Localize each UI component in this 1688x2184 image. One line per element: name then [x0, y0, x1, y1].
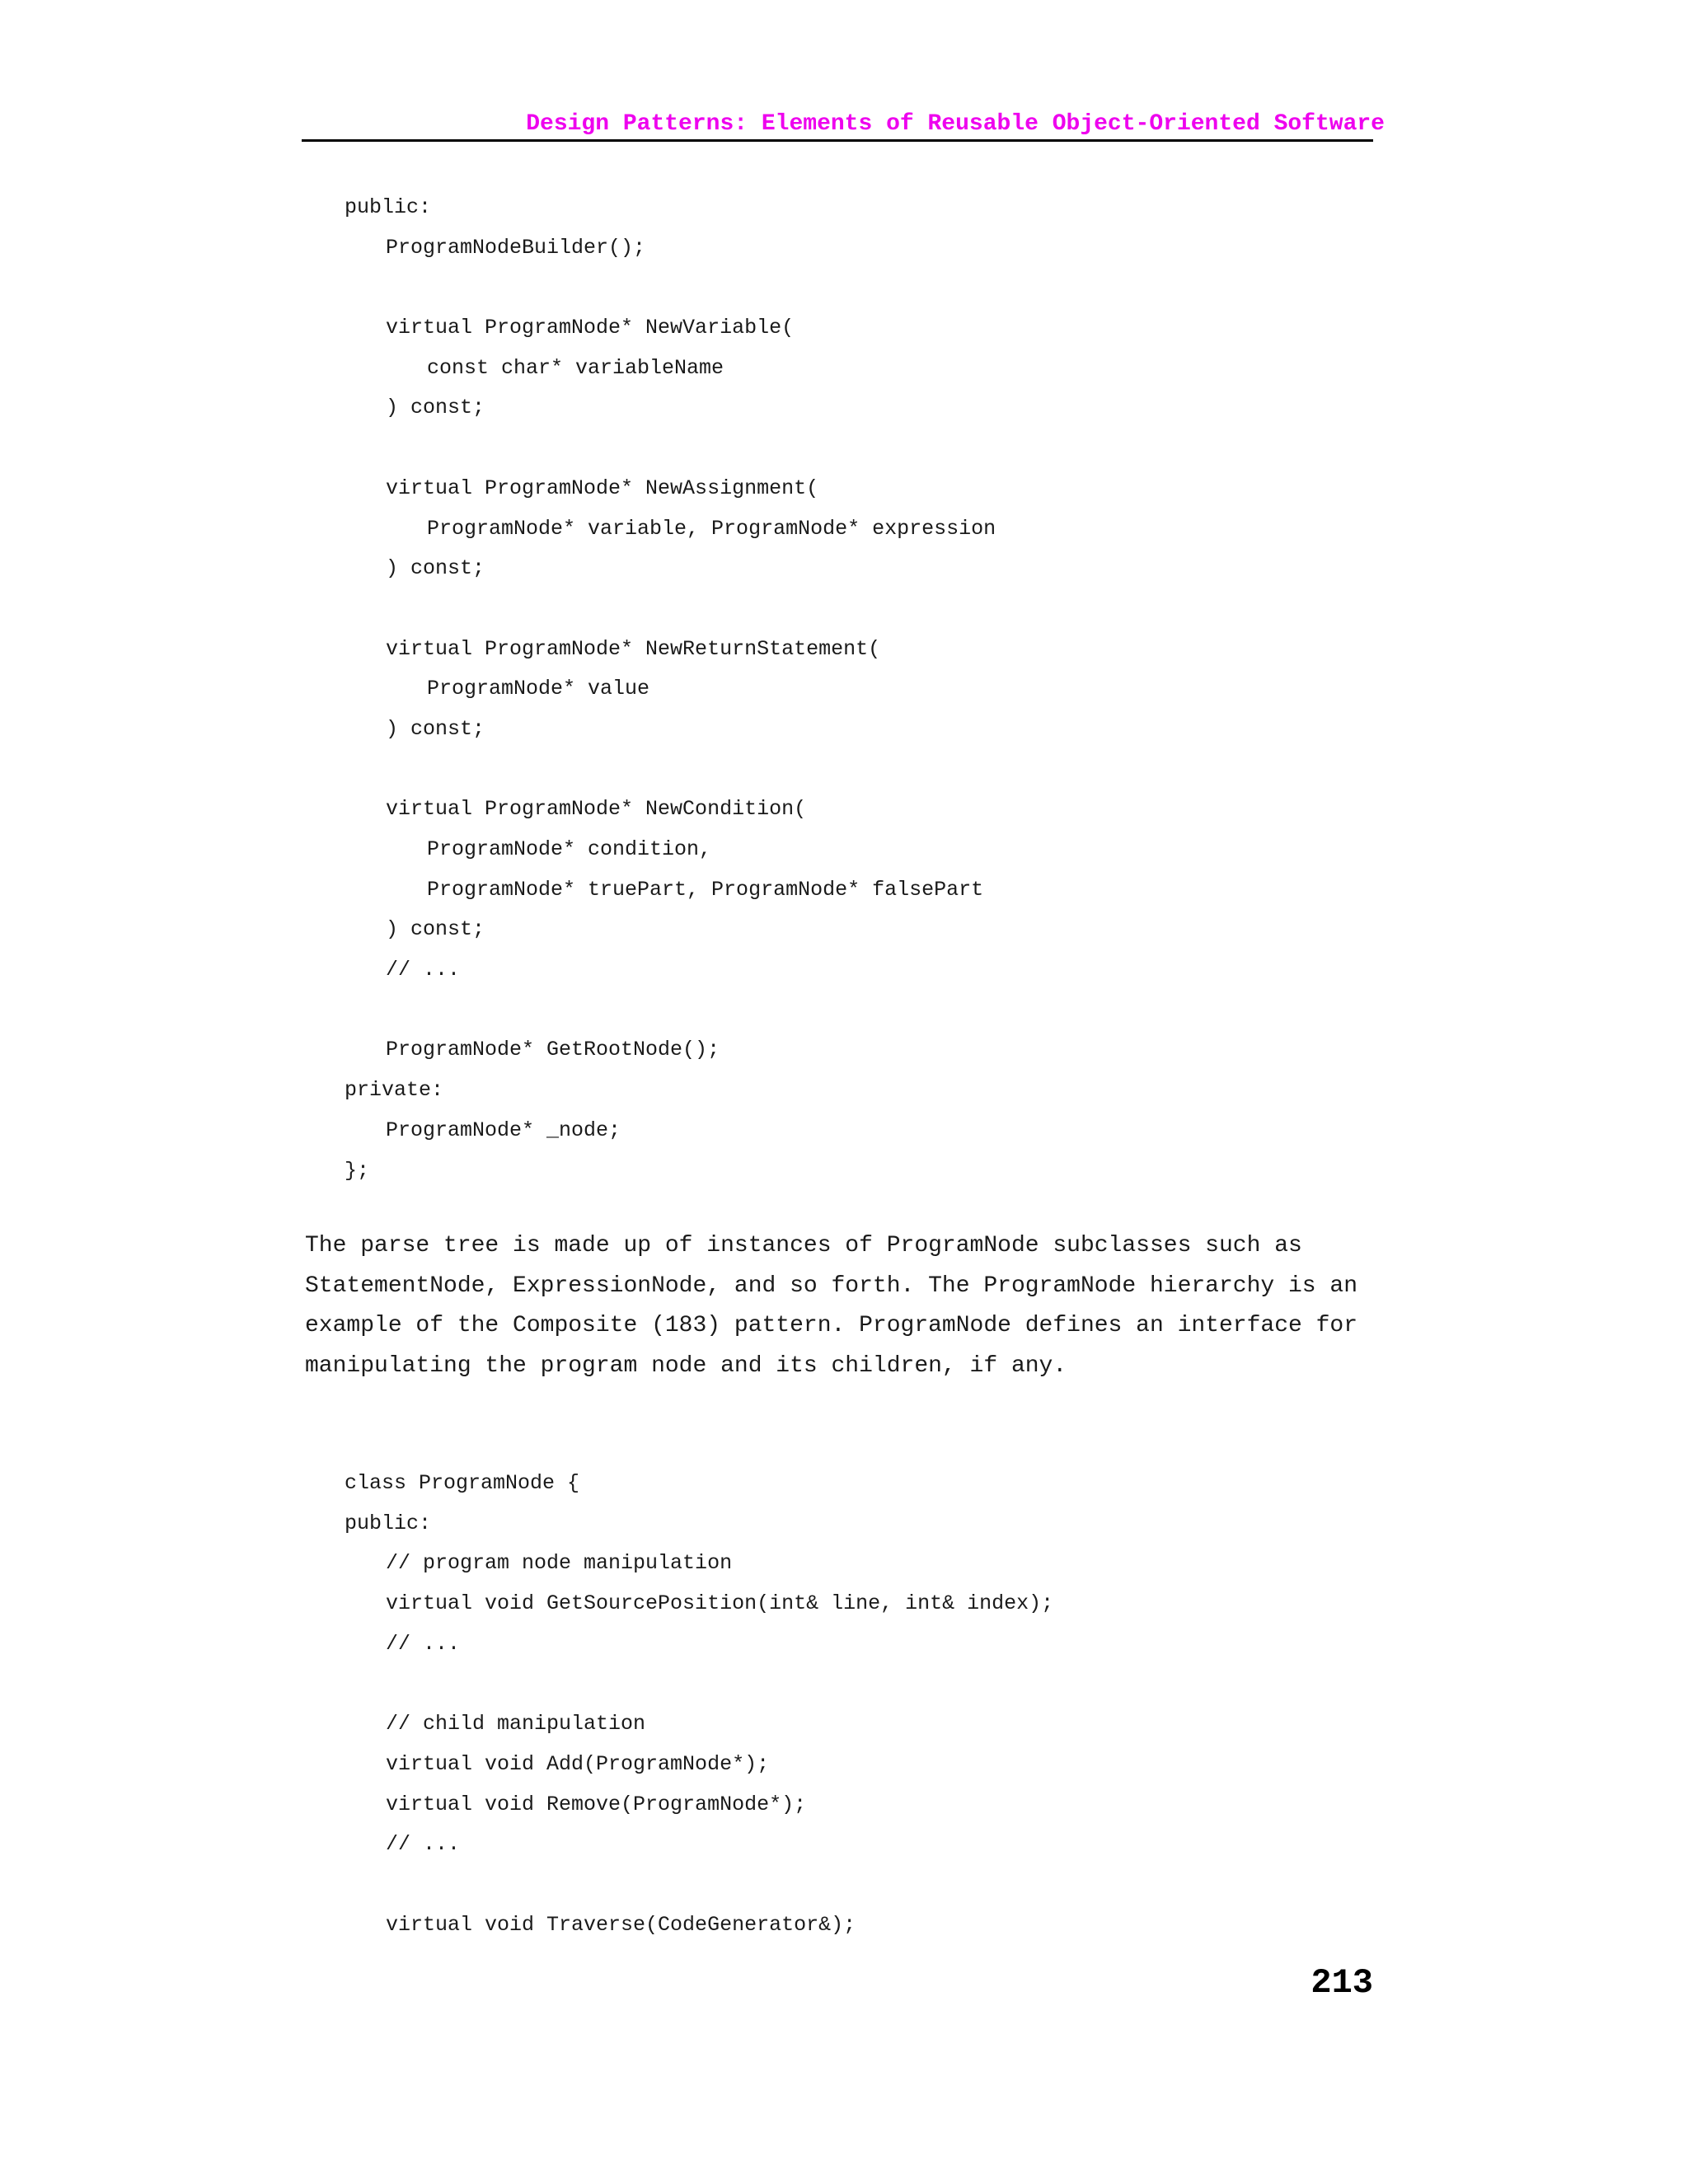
code-line: // ... [386, 958, 461, 982]
code-line: const char* variableName [427, 355, 724, 380]
code-line: ProgramNode* variable, ProgramNode* expression [427, 516, 996, 541]
code-line: ProgramNode* _node; [386, 1118, 621, 1142]
code-line: virtual void Remove(ProgramNode*); [386, 1792, 807, 1816]
code-line: // ... [386, 1631, 461, 1656]
code-line: ProgramNode* GetRootNode(); [386, 1038, 720, 1062]
code-line: class ProgramNode { [345, 1471, 580, 1495]
paragraph-line: StatementNode, ExpressionNode, and so forth. The ProgramNode hierarchy is an [305, 1272, 1358, 1299]
paragraph-line: manipulating the program node and its children, if any. [305, 1353, 1067, 1380]
code-line: }; [345, 1158, 370, 1183]
code-line: virtual void GetSourcePosition(int& line, int& index); [386, 1591, 1054, 1616]
paragraph-line: example of the Composite (183) pattern. ProgramNode defines an interface for [305, 1313, 1358, 1339]
code-line: virtual ProgramNode* NewCondition( [386, 797, 807, 822]
code-line [345, 750, 996, 790]
code-line: virtual void Add(ProgramNode*); [386, 1751, 770, 1776]
code-line [345, 268, 996, 308]
code-line [345, 991, 996, 1031]
code-line: // ... [386, 1832, 461, 1857]
code-line: ProgramNodeBuilder(); [386, 235, 646, 260]
code-line: // program node manipulation [386, 1551, 733, 1576]
code-line: virtual ProgramNode* NewAssignment( [386, 476, 819, 500]
code-line: virtual void Traverse(CodeGenerator&); [386, 1912, 856, 1937]
code-line: // child manipulation [386, 1712, 646, 1736]
code-line: virtual ProgramNode* NewReturnStatement( [386, 636, 881, 661]
code-line [345, 429, 996, 469]
code-line: ) const; [386, 556, 485, 581]
code-line: ProgramNode* condition, [427, 837, 712, 861]
code-line [345, 589, 996, 630]
body-paragraph [305, 1226, 1376, 1387]
code-line: public: [345, 195, 432, 219]
code-line: public: [345, 1511, 432, 1535]
code-line: private: [345, 1078, 444, 1103]
code-line: ProgramNode* truePart, ProgramNode* falsePart [427, 877, 984, 902]
code-line: ProgramNode* value [427, 677, 650, 701]
paragraph-line: The parse tree is made up of instances of ProgramNode subclasses such as [305, 1233, 1302, 1258]
page-header-title: Design Patterns: Elements of Reusable Object-Oriented Software [526, 111, 1385, 137]
code-line: ) const; [386, 917, 485, 942]
code-line: ) const; [386, 396, 485, 420]
code-line [345, 1865, 1053, 1905]
page-number: 213 [1311, 1963, 1373, 2003]
header-rule [302, 139, 1373, 142]
code-block-program-node [345, 1464, 1053, 1945]
code-line: ) const; [386, 716, 485, 741]
code-block-program-node-builder [345, 188, 996, 1191]
code-line: virtual ProgramNode* NewVariable( [386, 316, 795, 340]
code-line [345, 1664, 1053, 1704]
